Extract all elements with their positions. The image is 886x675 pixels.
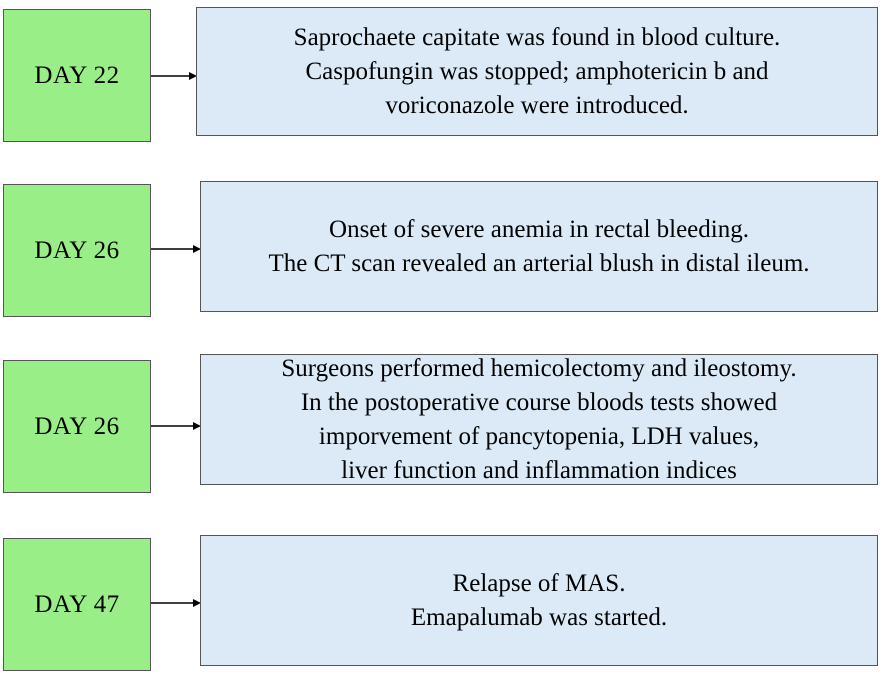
- day-label-3: DAY 26: [34, 412, 120, 440]
- arrow-icon: [151, 420, 201, 432]
- day-label-4: DAY 47: [34, 590, 120, 618]
- day-box-2: [3, 184, 151, 317]
- day-box-1: [3, 9, 151, 142]
- event-box-3: [200, 354, 878, 485]
- arrow-icon: [151, 243, 201, 255]
- event-box-4: [200, 535, 878, 666]
- event-box-1: [196, 7, 878, 136]
- event-line: Saprochaete capitate was found in blood culture.: [293, 23, 781, 51]
- day-box-3: [3, 360, 151, 493]
- event-line: voriconazole were introduced.: [385, 91, 689, 119]
- arrow-icon: [151, 597, 201, 609]
- day-label-2: DAY 26: [34, 236, 120, 264]
- day-box-4: [3, 538, 151, 671]
- event-line: Caspofungin was stopped; amphotericin b and: [305, 57, 769, 85]
- event-line: liver function and inflammation indices: [341, 456, 737, 484]
- event-line: The CT scan revealed an arterial blush in distal ileum.: [268, 249, 810, 277]
- event-line: In the postoperative course bloods tests showed: [300, 388, 778, 416]
- arrow-icon: [151, 70, 197, 82]
- event-line: Onset of severe anemia in rectal bleeding.: [329, 215, 749, 243]
- day-label-1: DAY 22: [34, 61, 120, 89]
- event-line: Surgeons performed hemicolectomy and ileostomy.: [281, 354, 797, 382]
- event-box-2: [200, 181, 878, 312]
- event-line: Relapse of MAS.: [452, 569, 626, 597]
- event-line: Emapalumab was started.: [410, 603, 668, 631]
- event-line: imporvement of pancytopenia, LDH values,: [318, 422, 760, 450]
